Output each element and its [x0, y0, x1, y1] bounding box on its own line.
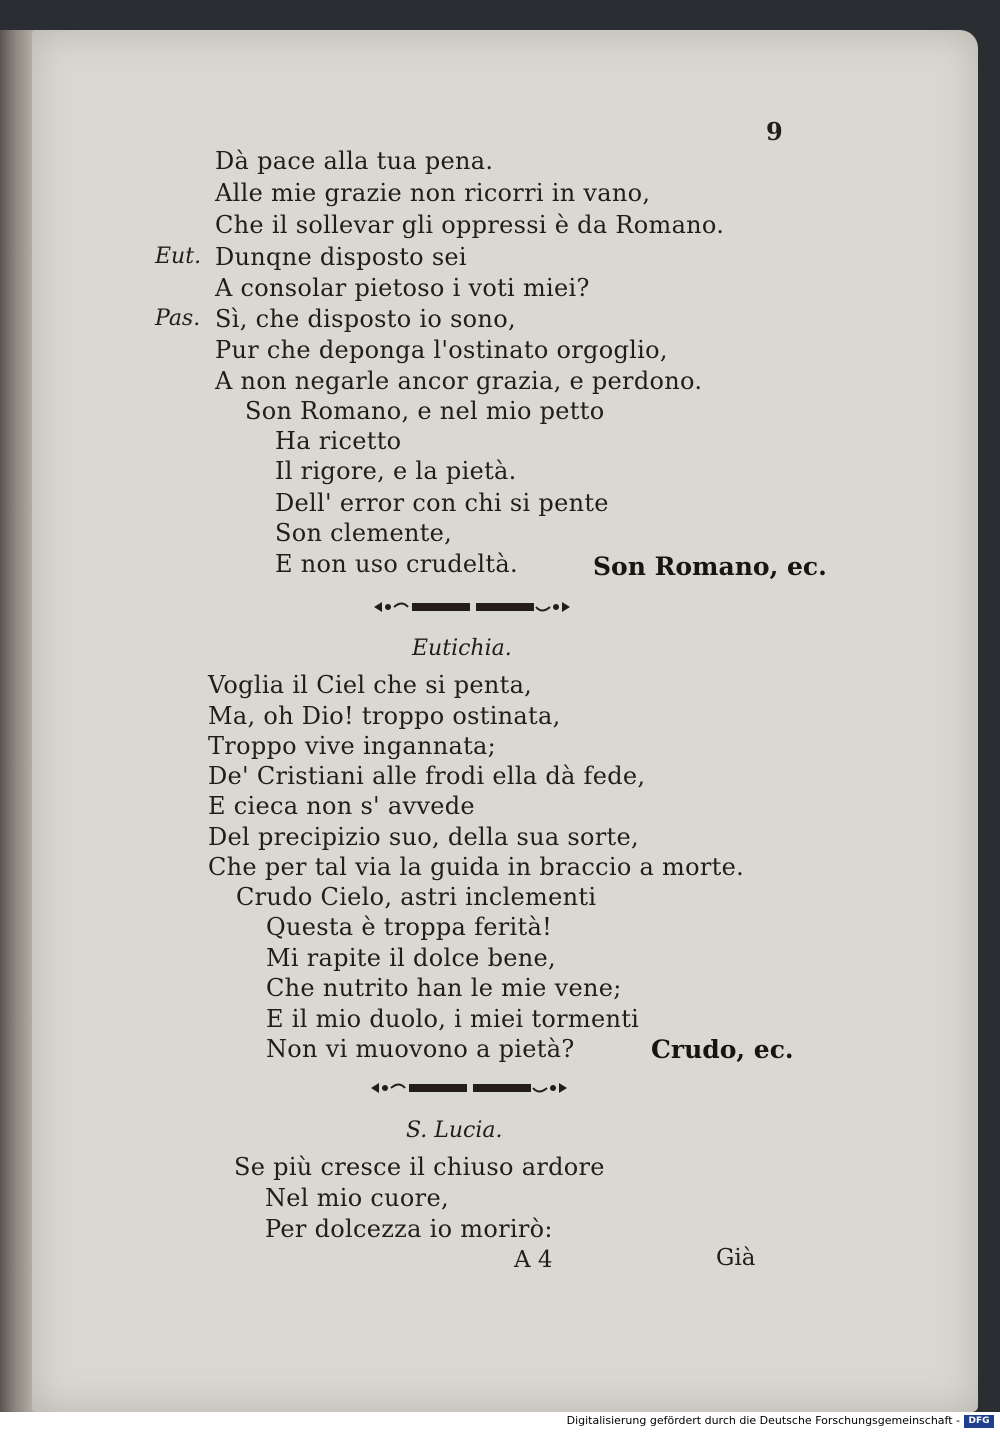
aria-line: Per dolcezza io morirò: — [265, 1215, 553, 1243]
aria-line: Se più cresce il chiuso ardore — [234, 1153, 605, 1181]
speaker-heading: S. Lucia. — [406, 1118, 503, 1143]
verse-line: De' Cristiani alle frodi ella dà fede, — [208, 762, 646, 790]
footer-credit: Digitalisierung gefördert durch die Deutsche Forschungsgemeinschaft - — [566, 1414, 960, 1427]
speaker-heading: Eutichia. — [412, 636, 512, 661]
verse-line: Sì, che disposto io sono, — [215, 305, 516, 333]
verse-line: Dà pace alla tua pena. — [215, 147, 494, 175]
digitization-footer — [0, 1412, 1000, 1432]
verse-line: A non negarle ancor grazia, e perdono. — [215, 367, 703, 395]
aria-line: Questa è troppa ferità! — [266, 913, 553, 941]
page-number: 9 — [766, 117, 783, 146]
verse-line: Che il sollevar gli oppressi è da Romano. — [215, 211, 725, 239]
dfg-logo: DFG — [964, 1415, 994, 1428]
aria-line: E il mio duolo, i miei tormenti — [266, 1005, 640, 1033]
ornament-divider — [372, 600, 572, 614]
speaker-label: Eut. — [155, 244, 202, 269]
speaker-label: Pas. — [155, 306, 201, 331]
aria-line: Son clemente, — [275, 519, 453, 547]
da-capo-refrain: Crudo, ec. — [651, 1035, 794, 1064]
verse-line: Ma, oh Dio! troppo ostinata, — [208, 702, 561, 730]
book-gutter — [0, 30, 36, 1412]
verse-line: Che per tal via la guida in braccio a morte. — [208, 853, 744, 881]
aria-line: Son Romano, e nel mio petto — [245, 397, 605, 425]
ornament-divider — [369, 1081, 569, 1095]
aria-line: Ha ricetto — [275, 427, 402, 455]
aria-line: Che nutrito han le mie vene; — [266, 974, 622, 1002]
aria-line: E non uso crudeltà. — [275, 550, 518, 578]
verse-line: Del precipizio suo, della sua sorte, — [208, 823, 639, 851]
signature-mark: A 4 — [514, 1247, 553, 1273]
verse-line: Dunqne disposto sei — [215, 243, 467, 271]
verse-line: Voglia il Ciel che si penta, — [208, 671, 533, 699]
aria-line: Crudo Cielo, astri inclementi — [236, 883, 597, 911]
da-capo-refrain: Son Romano, ec. — [593, 552, 827, 581]
verse-line: Pur che deponga l'ostinato orgoglio, — [215, 336, 668, 364]
verse-line: E cieca non s' avvede — [208, 792, 475, 820]
catchword: Già — [716, 1245, 756, 1271]
aria-line: Nel mio cuore, — [265, 1184, 449, 1212]
aria-line: Il rigore, e la pietà. — [275, 457, 517, 485]
verse-line: Alle mie grazie non ricorri in vano, — [215, 179, 651, 207]
aria-line: Mi rapite il dolce bene, — [266, 944, 556, 972]
aria-line: Non vi muovono a pietà? — [266, 1035, 575, 1063]
aria-line: Dell' error con chi si pente — [275, 489, 609, 517]
verse-line: A consolar pietoso i voti miei? — [215, 274, 590, 302]
verse-line: Troppo vive ingannata; — [208, 732, 497, 760]
